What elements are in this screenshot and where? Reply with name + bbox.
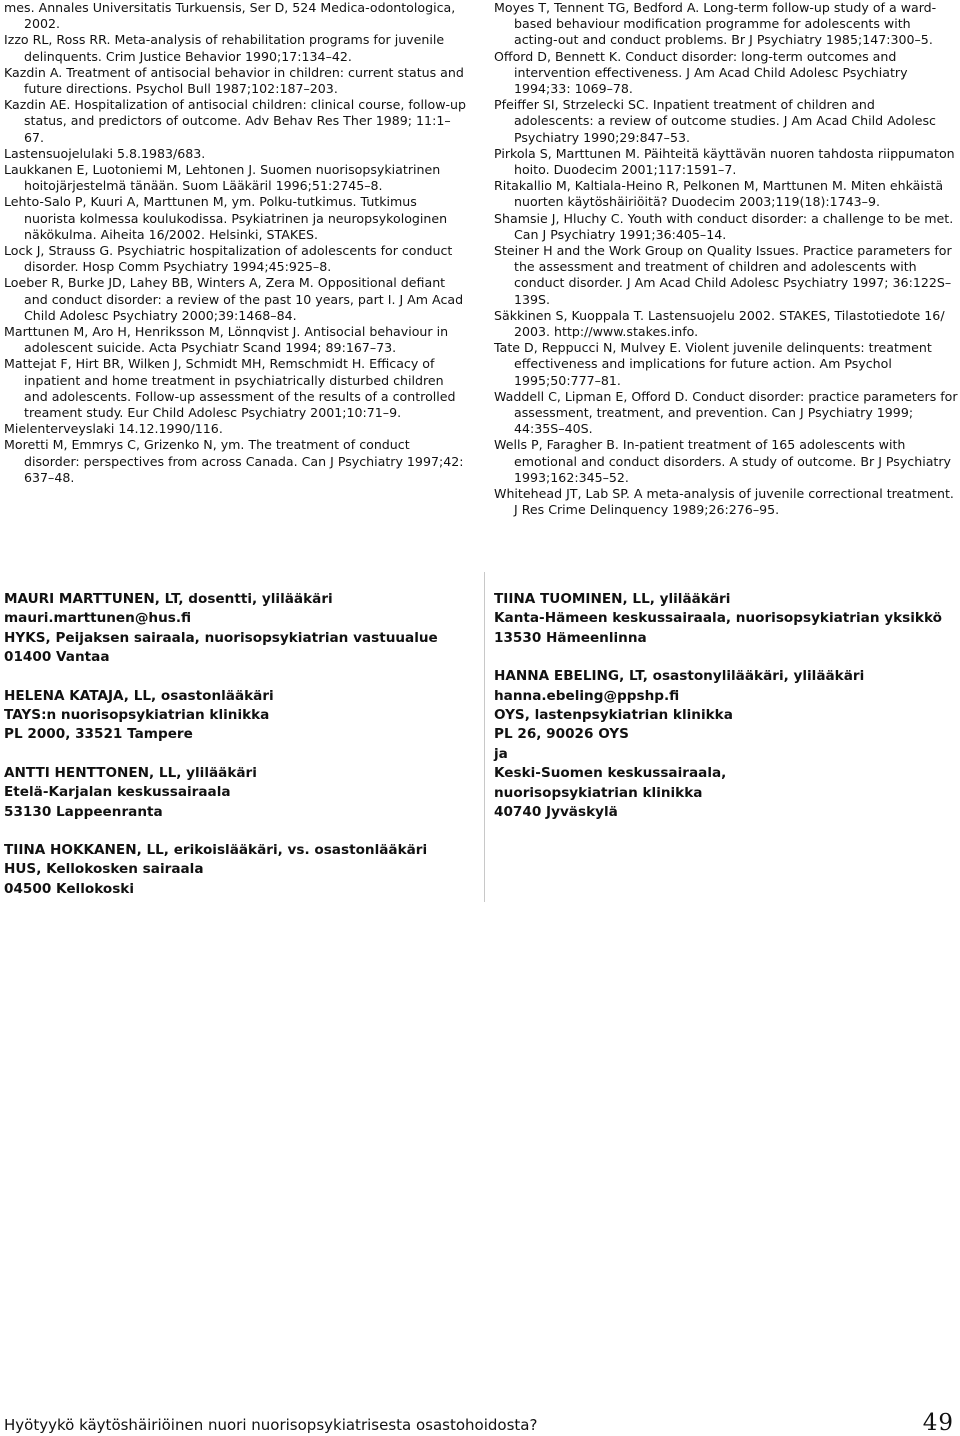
- author-detail: TAYS:n nuorisopsykiatrian klinikka: [4, 707, 270, 724]
- author-detail: mauri.marttunen@hus.fi: [4, 610, 192, 627]
- author-detail: PL 2000, 33521 Tampere: [4, 726, 193, 743]
- author-detail: 53130 Lappeenranta: [4, 803, 163, 820]
- reference-entry: Lehto-Salo P, Kuuri A, Marttunen M, ym. Polku-tutkimus. Tutkimus nuorista kolmessa koulukodissa. Psykiatrinen ja neuropsykologinen näkökulma. Aiheita 16/2002. Helsinki, STAKES.: [4, 194, 448, 242]
- author-detail: HYKS, Peijaksen sairaala, nuorisopsykiatrian vastuualue: [4, 629, 438, 646]
- reference-entry: Säkkinen S, Kuoppala T. Lastensuojelu 2002. STAKES, Tilastotiedote 16/ 2003. http://www.stakes.info.: [494, 307, 945, 340]
- page-number: 49: [922, 1410, 954, 1436]
- reference-entry: Whitehead JT, Lab SP. A meta-analysis of juvenile correctional treatment. J Res Crime Delinquency 1989;26:276–95.: [494, 486, 954, 518]
- reference-entry: Waddell C, Lipman E, Offord D. Conduct disorder: practice parameters for assessment, treatment, and prevention. Can J Psychiatry 1999; 44:35S–40S.: [494, 388, 958, 437]
- author-detail: ja: [494, 745, 508, 762]
- author-detail: hanna.ebeling@ppshp.fi: [494, 687, 680, 704]
- author-name: ANTTI HENTTONEN, LL, ylilääkäri: [4, 764, 257, 781]
- running-footer-title: Hyötyykö käytöshäiriöinen nuori nuorisopsykiatrisesta osastohoidosta?: [4, 1416, 538, 1434]
- author-block: [4, 764, 474, 822]
- author-list-right: [494, 590, 954, 841]
- reference-entry: Mattejat F, Hirt BR, Wilken J, Schmidt MH, Remschmidt H. Efficacy of inpatient and home treatment in psychiatrically disturbed children and adolescents. Follow-up assessment of the results of a controlled treament study. Eur Child Adolesc Psychiatry 2001;10:71–9.: [4, 356, 456, 421]
- reference-entry: Moretti M, Emmrys C, Grizenko N, ym. The treatment of conduct disorder: perspectives from across Canada. Can J Psychiatry 1997;42: 637–48.: [4, 437, 464, 485]
- reference-entry: Laukkanen E, Luotoniemi M, Lehtonen J. Suomen nuorisopsykiatrinen hoitojärjestelmä tänään. Suom Lääkäril 1996;51:2745–8.: [4, 162, 441, 194]
- author-name: HANNA EBELING, LT, osastonylilääkäri, ylilääkäri: [494, 668, 865, 685]
- reference-entry: Shamsie J, Hluchy C. Youth with conduct disorder: a challenge to be met. Can J Psychiatry 1991;36:405–14.: [494, 210, 954, 242]
- reference-entry: Izzo RL, Ross RR. Meta-analysis of rehabilitation programs for juvenile delinquents. Crim Justice Behavior 1990;17:134–42.: [4, 32, 445, 64]
- reference-entry: Mielenterveyslaki 14.12.1990/116.: [4, 421, 223, 437]
- author-detail: HUS, Kellokosken sairaala: [4, 861, 204, 878]
- author-detail: Keski-Suomen keskussairaala,: [494, 765, 727, 782]
- reference-entry: Pirkola S, Marttunen M. Päihteitä käyttävän nuoren tahdosta riippumaton hoito. Duodecim 2001;117:1591–7.: [494, 145, 955, 178]
- author-name: TIINA TUOMINEN, LL, ylilääkäri: [494, 591, 731, 607]
- author-block: [4, 590, 474, 668]
- reference-entry: Lastensuojelulaki 5.8.1983/683.: [4, 145, 206, 161]
- column-divider: [484, 572, 485, 902]
- author-detail: nuorisopsykiatrian klinikka: [494, 784, 703, 801]
- author-name: TIINA HOKKANEN, LL, erikoislääkäri, vs. osastonlääkäri: [4, 842, 428, 859]
- reference-entry: Lock J, Strauss G. Psychiatric hospitalization of adolescents for conduct disorder. Hosp Comm Psychiatry 1994;45:925–8.: [4, 243, 453, 275]
- reference-entry: Pfeiffer SI, Strzelecki SC. Inpatient treatment of children and adolescents: a review of outcome studies. J Am Acad Child Adolesc Psychiatry 1990;29:847–53.: [494, 97, 936, 145]
- author-name: HELENA KATAJA, LL, osastonlääkäri: [4, 687, 274, 704]
- reference-entry: Offord D, Bennett K. Conduct disorder: long-term outcomes and intervention effectiveness. J Am Acad Child Adolesc Psychiatry 1994;33: 1069–78.: [494, 48, 908, 97]
- reference-entry: Steiner H and the Work Group on Quality Issues. Practice parameters for the assessment and treatment of children and adolescents with conduct disorder. J Am Acad Child Adolesc Psychiatry 1997; 36:122S–139S.: [494, 243, 952, 307]
- author-detail: 13530 Hämeenlinna: [494, 629, 647, 646]
- reference-entry: Kazdin A. Treatment of antisocial behavior in children: current status and future directions. Psychol Bull 1987;102:187–203.: [4, 64, 464, 97]
- author-block: [494, 590, 954, 648]
- reference-entry: Tate D, Reppucci N, Mulvey E. Violent juvenile delinquents: treatment effectiveness and implications for future action. Am Psychol 1995;50:777–81.: [494, 340, 932, 388]
- author-detail: 40740 Jyväskylä: [494, 804, 618, 821]
- author-name: MAURI MARTTUNEN, LT, dosentti, ylilääkäri: [4, 591, 333, 607]
- author-detail: OYS, lastenpsykiatrian klinikka: [494, 707, 733, 724]
- author-detail: PL 26, 90026 OYS: [494, 726, 629, 743]
- reference-entry: Loeber R, Burke JD, Lahey BB, Winters A, Zera M. Oppositional defiant and conduct disorder: a review of the past 10 years, part I. J Am Acad Child Adolesc Psychiatry 2000;39:1468–84.: [4, 275, 464, 323]
- author-block: [4, 687, 474, 745]
- reference-entry: mes. Annales Universitatis Turkuensis, Ser D, 524 Medica-odontologica, 2002.: [4, 0, 456, 32]
- author-block: [494, 667, 954, 822]
- reference-entry: Wells P, Faragher B. In-patient treatment of 165 adolescents with emotional and conduct disorders. A study of outcome. Br J Psychiatry 1993;162:345–52.: [494, 437, 951, 485]
- reference-entry: Ritakallio M, Kaltiala-Heino R, Pelkonen M, Marttunen M. Miten ehkäistä nuorten käytöshäiriöitä? Duodecim 2003;119(18):1743–9.: [494, 178, 944, 210]
- author-detail: 04500 Kellokoski: [4, 880, 135, 897]
- reference-entry: Moyes T, Tennent TG, Bedford A. Long-term follow-up study of a ward-based behaviour modification programme for adolescents with acting-out and conduct problems. Br J Psychiatry 1985;147:300–5.: [494, 0, 937, 48]
- reference-entry: Kazdin AE. Hospitalization of antisocial children: clinical course, follow-up status, and predictors of outcome. Adv Behav Res Ther 1989; 11:1–67.: [4, 97, 467, 145]
- author-detail: Kanta-Hämeen keskussairaala, nuorisopsykiatrian yksikkö: [494, 610, 942, 627]
- reference-list-right: [494, 0, 958, 519]
- author-detail: 01400 Vantaa: [4, 649, 110, 666]
- author-list-left: [4, 590, 474, 918]
- reference-entry: Marttunen M, Aro H, Henriksson M, Lönnqvist J. Antisocial behaviour in adolescent suicide. Acta Psychiatr Scand 1994; 89:167–73.: [4, 324, 449, 356]
- author-detail: Etelä-Karjalan keskussairaala: [4, 784, 231, 801]
- reference-list-left: [4, 0, 468, 486]
- author-block: [4, 841, 474, 899]
